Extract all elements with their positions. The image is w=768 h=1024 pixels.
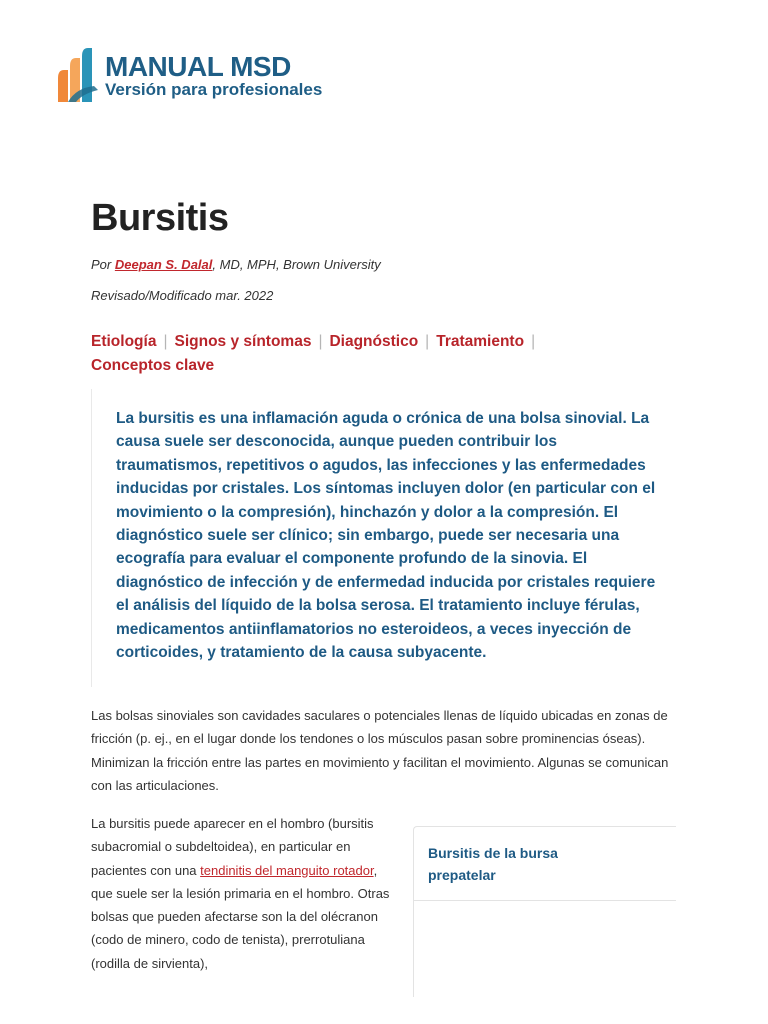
page-title: Bursitis bbox=[91, 197, 229, 239]
body-paragraph: Las bolsas sinoviales son cavidades saculares o potenciales llenas de líquido ubicadas en zonas de fricción (p. ej., en el lugar donde los tendones o los músculos pasan sobre prominencias óseas). Minimizan la fricción entre las partes en movimiento y facilitan el movimiento. Algunas se comunican con las articulaciones. bbox=[91, 708, 669, 793]
summary-text: La bursitis es una inflamación aguda o crónica de una bolsa sinovial. La causa suele ser desconocida, aunque pueden contribuir los traumatismos, repetitivos o agudos, las infecciones y las enfermedades inducidas por cristales. Los síntomas incluyen dolor (en particular con el movimiento o la compresión), hinchazón y dolor a la compresión. El diagnóstico suele ser clínico; sin embargo, puede ser necesaria una ecografía para evaluar el componente profundo de la sinovia. El diagnóstico de infección y de enfermedad inducida por cristales requiere el análisis del líquido de la bolsa serosa. El tratamiento incluye férulas, medicamentos antiinflamatorios no esteroideos, a veces inyección de corticoides, y tratamiento de la causa subyacente. bbox=[116, 410, 656, 662]
section-link-signos-y-sintomas[interactable]: Signos y síntomas bbox=[174, 333, 312, 350]
section-link-conceptos-clave[interactable]: Conceptos clave bbox=[91, 357, 215, 374]
author-link[interactable]: Deepan S. Dalal bbox=[114, 257, 213, 272]
msd-logo-icon bbox=[54, 48, 102, 102]
section-link-tratamiento[interactable]: Tratamiento bbox=[436, 333, 525, 350]
body-paragraph bbox=[91, 812, 401, 975]
author-credentials: , MD, MPH, Brown University bbox=[212, 257, 381, 272]
reviewed-date: Revisado/Modificado mar. 2022 bbox=[91, 288, 274, 303]
card-image[interactable] bbox=[414, 901, 676, 997]
section-link-etiologia[interactable]: Etiología bbox=[91, 333, 157, 350]
nav-separator: | bbox=[425, 333, 430, 350]
nav-separator: | bbox=[318, 333, 323, 350]
brand-title: MANUAL MSD bbox=[105, 51, 291, 82]
section-link-diagnostico[interactable]: Diagnóstico bbox=[329, 333, 419, 350]
nav-separator: | bbox=[531, 333, 536, 350]
card-title[interactable]: Bursitis de la bursa prepatelar bbox=[428, 845, 558, 883]
byline bbox=[91, 256, 381, 274]
summary-box bbox=[91, 389, 656, 687]
brand-logo-link[interactable] bbox=[54, 48, 354, 104]
brand-subtitle: Versión para profesionales bbox=[105, 80, 323, 99]
rotator-cuff-tendinitis-link[interactable]: tendinitis del manguito rotador bbox=[200, 862, 374, 878]
byline-prefix: Por bbox=[91, 257, 115, 272]
paragraph-text: La bursitis puede aparecer en el hombro (bursitis subacromial o subdeltoidea), en particular en pacientes con una bbox=[91, 816, 374, 878]
paragraph-text: , que suele ser la lesión primaria en el hombro. Otras bolsas que pueden afectarse son la del olécranon (codo de minero, codo de tenista), prerrotuliana (rodilla de sirvienta), bbox=[91, 862, 390, 971]
section-nav bbox=[91, 330, 591, 378]
nav-separator: | bbox=[163, 333, 168, 350]
sidebar-card[interactable] bbox=[413, 826, 676, 997]
